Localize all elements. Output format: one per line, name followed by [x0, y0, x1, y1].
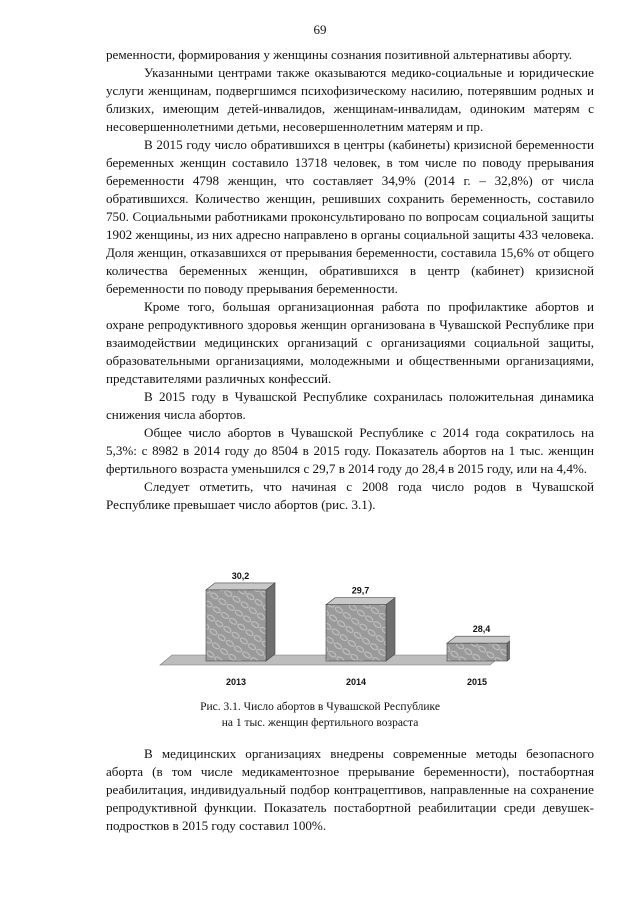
- category-label-2015: 2015: [466, 677, 488, 687]
- paragraph-3: В 2015 году число обратившихся в центры (кабинеты) кризисной беременности беременных женщин составило 13718 человек, в том числе по поводу прерывания беременности 4798 женщин, что составляет 34,9% (2014 г. – 32,8%) от числа обратившихся. Количество женщин, решивших сохранить беременность, составило 750. Социальными работниками проконсультировано по вопросам социальной защиты 1902 женщины, из них адресно направлено в органы социальной защиты 433 человека. Доля женщин, отказавшихся от прерывания беременности, составила 15,6% от общего количества беременных женщин, обратившихся в центр (кабинет) кризисной беременности по поводу прерывания беременности.: [106, 137, 594, 296]
- paragraph-5: В 2015 году в Чувашской Республике сохранилась положительная динамика снижения числа абортов.: [106, 389, 594, 422]
- paragraph-1: ременности, формирования у женщины сознания позитивной альтернативы аборту.: [106, 47, 573, 62]
- paragraph-8: В медицинских организациях внедрены современные методы безопасного аборта (в том числе медикаментозное прерывание беременности), постабортная реабилитация, индивидуальный подбор контрацептивов, направленные на сохранение репродуктивной функции. Показатель постабортной реабилитации среди девушек-подростков в 2015 году составил 100%.: [106, 746, 594, 833]
- caption-line-1: Рис. 3.1. Число абортов в Чувашской Республике: [200, 701, 440, 713]
- paragraph-2: Указанными центрами также оказываются медико-социальные и юридические услуги женщинам, подвергшимся психофизическому насилию, потерявшим родных и близких, имеющим детей-инвалидов, женщинам-инвалидам, одиноким матерям с несовершеннолетними детьми, несовершеннолетним матерям и пр.: [106, 65, 594, 134]
- value-label-2013: 30,2: [231, 570, 250, 581]
- category-label-2014: 2014: [345, 677, 367, 687]
- bar-2015: [447, 636, 510, 661]
- caption-line-2: на 1 тыс. женщин фертильного возраста: [221, 717, 419, 729]
- value-label-2015: 28,4: [472, 624, 491, 635]
- paragraph-7: Следует отметить, что начиная с 2008 года число родов в Чувашской Республике превышает число абортов (рис. 3.1).: [106, 479, 594, 512]
- page-number: 69: [313, 22, 327, 37]
- body-text-top: [106, 46, 594, 514]
- paragraph-4: Кроме того, большая организационная работа по профилактике абортов и охране репродуктивного здоровья женщин организована в Чувашской Республике при взаимодействии медицинских организаций с организациями социальной защиты, образовательными организациями, молодежными и общественными организациями, представителями различных конфессий.: [106, 299, 594, 386]
- bar-2013: [206, 583, 275, 661]
- category-label-2013: 2013: [225, 677, 247, 687]
- figure-caption: [0, 699, 640, 731]
- value-label-2014: 29,7: [351, 585, 370, 596]
- body-text-bottom: [106, 745, 594, 835]
- bar-2014: [326, 598, 395, 661]
- abortion-rate-chart: [150, 557, 510, 697]
- paragraph-6: Общее число абортов в Чувашской Республике с 2014 года сократилось на 5,3%: с 8982 в 2014 году до 8504 в 2015 году. Показатель абортов на 1 тыс. женщин фертильного возраста уменьшился с 29,7 в 2014 году до 28,4 в 2015 году, или на 4,4%.: [106, 425, 594, 476]
